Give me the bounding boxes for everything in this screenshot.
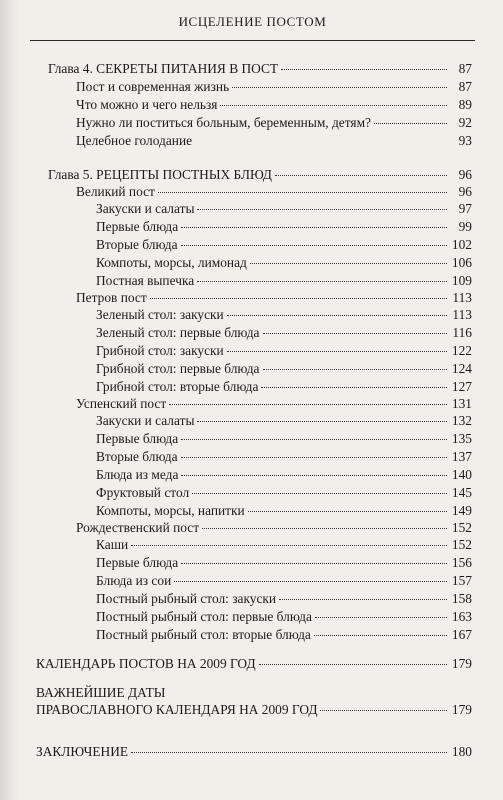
toc-entry: [96, 254, 472, 271]
dot-leader: [192, 493, 447, 494]
toc-entry-page: 106: [451, 255, 472, 270]
toc-entry: [48, 60, 472, 77]
dot-leader: [227, 351, 447, 352]
toc-entry-page: 152: [451, 537, 472, 552]
toc-entry-page: 89: [458, 97, 472, 112]
toc-entry-title: Великий пост: [76, 184, 155, 199]
dot-leader: [315, 617, 447, 618]
toc-entry-page: 180: [451, 744, 472, 759]
toc-entry-page: 113: [452, 307, 472, 322]
toc-entry-page: 97: [458, 201, 472, 216]
toc-entry-title: Первые блюда: [96, 219, 179, 234]
toc-entry: [76, 289, 472, 306]
running-header-title: ИСЦЕЛЕНИЕ ПОСТОМ: [178, 14, 327, 29]
toc-entry-title: Грибной стол: вторые блюда: [96, 379, 259, 394]
toc-entry-page: 132: [451, 413, 472, 428]
toc-entry: [96, 272, 472, 289]
toc-entry-title: Нужно ли поститься больным, беременным, детям?: [76, 115, 372, 130]
toc-entry-page: 127: [451, 379, 472, 394]
toc-entry-title: Постный рыбный стол: вторые блюда: [96, 627, 311, 642]
toc-entry: [36, 743, 472, 760]
toc-entry-page: 157: [451, 573, 472, 588]
toc-entry: [96, 572, 472, 589]
toc-entry-page: 163: [451, 609, 472, 624]
dot-leader: [232, 87, 447, 88]
toc-entry-title: Целебное голодание: [76, 133, 193, 148]
dot-leader: [314, 635, 447, 636]
dot-leader: [250, 263, 447, 264]
toc-entry: [36, 655, 472, 672]
dot-leader: [261, 387, 447, 388]
toc-entry: [76, 96, 472, 113]
toc-entry: [76, 78, 472, 95]
toc-entry: [48, 166, 472, 183]
dot-leader: [181, 457, 447, 458]
toc-entry-page: 124: [451, 361, 472, 376]
toc-entry-title: Постная выпечка: [96, 273, 195, 288]
dot-leader: [263, 333, 448, 334]
dot-leader: [197, 209, 447, 210]
toc-entry-page: 122: [451, 343, 472, 358]
toc-entry-page: 137: [451, 449, 472, 464]
toc-entry-title: Фруктовый стол: [96, 485, 190, 500]
toc-entry-page: 96: [458, 184, 472, 199]
toc-entry-title: Петров пост: [76, 290, 147, 305]
toc-entry-title: ВАЖНЕЙШИЕ ДАТЫ: [36, 685, 166, 700]
toc-entry-page: 109: [451, 273, 472, 288]
dot-leader: [181, 475, 447, 476]
toc-entry-page: 179: [451, 702, 472, 717]
toc-entry-page: 145: [451, 485, 472, 500]
dot-leader: [197, 421, 447, 422]
toc-entry-title: Постный рыбный стол: закуски: [96, 591, 277, 606]
toc-entry-page: 167: [451, 627, 472, 642]
toc-entry-page: 135: [451, 431, 472, 446]
toc-entry-page: 156: [451, 555, 472, 570]
dot-leader: [174, 581, 447, 582]
toc-entry: [96, 430, 472, 447]
toc-entry-title: Вторые блюда: [96, 237, 178, 252]
toc-entry-page: 96: [458, 167, 472, 182]
toc-entry-page: 149: [451, 503, 472, 518]
toc-entry-title: Что можно и чего нельзя: [76, 97, 218, 112]
dot-leader: [181, 227, 447, 228]
toc-entry-title: Закуски и салаты: [96, 413, 195, 428]
toc-entry-page: 179: [451, 656, 472, 671]
toc-entry: [96, 608, 472, 625]
toc-entry-title: Закуски и салаты: [96, 201, 195, 216]
toc-entry-title: КАЛЕНДАРЬ ПОСТОВ НА 2009 ГОД: [36, 656, 256, 671]
dot-leader: [202, 528, 447, 529]
toc-entry: [96, 554, 472, 571]
toc-entry-page: 131: [451, 396, 472, 411]
toc-entry: [36, 684, 472, 701]
toc-entry: [96, 502, 472, 519]
toc-entry-title: Блюда из меда: [96, 467, 179, 482]
toc-entry-page: 99: [458, 219, 472, 234]
toc-entry-title: Пост и современная жизнь: [76, 79, 230, 94]
toc-entry-page: 87: [458, 79, 472, 94]
toc-entry: [96, 484, 472, 501]
dot-leader: [220, 105, 447, 106]
toc-entry: [76, 114, 472, 131]
toc-entry: [96, 324, 472, 341]
toc-entry: [96, 360, 472, 377]
toc-entry-title: Грибной стол: закуски: [96, 343, 224, 358]
toc-entry-title: ЗАКЛЮЧЕНИЕ: [36, 744, 129, 759]
dot-leader: [150, 298, 447, 299]
dot-leader: [263, 369, 448, 370]
toc-entry-title: Зеленый стол: закуски: [96, 307, 224, 322]
toc-entry: [96, 218, 472, 235]
toc-entry: [76, 519, 472, 536]
dot-leader: [131, 752, 447, 753]
dot-leader: [169, 404, 447, 405]
toc-entry: [96, 536, 472, 553]
toc-entry: [96, 590, 472, 607]
toc-entry: [96, 342, 472, 359]
toc-entry: [96, 448, 472, 465]
dot-leader: [320, 710, 447, 711]
toc-entry-page: 92: [458, 115, 472, 130]
toc-entry-title: Вторые блюда: [96, 449, 178, 464]
toc-entry: [76, 183, 472, 200]
dot-leader: [158, 192, 447, 193]
toc-entry-title: Компоты, морсы, лимонад: [96, 255, 247, 270]
toc-entry-title: ПРАВОСЛАВНОГО КАЛЕНДАРЯ НА 2009 ГОД: [36, 702, 318, 717]
dot-leader: [248, 511, 447, 512]
toc-entry-page: 140: [451, 467, 472, 482]
dot-leader: [197, 281, 447, 282]
dot-leader: [227, 315, 447, 316]
toc-entry-page: 113: [452, 290, 472, 305]
toc-entry: [96, 378, 472, 395]
dot-leader: [259, 664, 447, 665]
toc-entry: [36, 701, 472, 718]
toc-entry-title: Зеленый стол: первые блюда: [96, 325, 260, 340]
dot-leader: [181, 439, 447, 440]
toc-entry-title: Первые блюда: [96, 431, 179, 446]
toc-entry-title: Грибной стол: первые блюда: [96, 361, 260, 376]
toc-entry: [96, 626, 472, 643]
toc-entry-title: Глава 5. РЕЦЕПТЫ ПОСТНЫХ БЛЮД: [48, 167, 272, 182]
toc-entry: [96, 412, 472, 429]
dot-leader: [275, 175, 447, 176]
toc-entry-page: 87: [458, 61, 472, 76]
toc-entry: [96, 306, 472, 323]
toc-entry: [96, 466, 472, 483]
dot-leader: [181, 245, 447, 246]
dot-leader: [279, 599, 447, 600]
toc-entry-title: Блюда из сои: [96, 573, 172, 588]
toc-entry-page: 116: [452, 325, 472, 340]
dot-leader: [281, 69, 447, 70]
toc-entry-page: 102: [451, 237, 472, 252]
toc-entry-page: 158: [451, 591, 472, 606]
toc-entry-title: Компоты, морсы, напитки: [96, 503, 245, 518]
toc-entry: [96, 236, 472, 253]
toc-entry-title: Постный рыбный стол: первые блюда: [96, 609, 312, 624]
toc-entry: [76, 395, 472, 412]
toc-entry: [76, 132, 472, 149]
scan-edge-shadow: [0, 0, 18, 800]
dot-leader: [131, 545, 447, 546]
toc-entry-title: Успенский пост: [76, 396, 167, 411]
dot-leader: [181, 563, 447, 564]
toc-entry-title: Каши: [96, 537, 129, 552]
toc-entry-title: Рождественский пост: [76, 520, 200, 535]
dot-leader: [374, 123, 447, 124]
toc-entry-title: Глава 4. СЕКРЕТЫ ПИТАНИЯ В ПОСТ: [48, 61, 279, 76]
toc-entry: [96, 200, 472, 217]
toc-entry-page: 152: [451, 520, 472, 535]
toc-entry-title: Первые блюда: [96, 555, 179, 570]
toc-entry-page: 93: [458, 133, 472, 148]
